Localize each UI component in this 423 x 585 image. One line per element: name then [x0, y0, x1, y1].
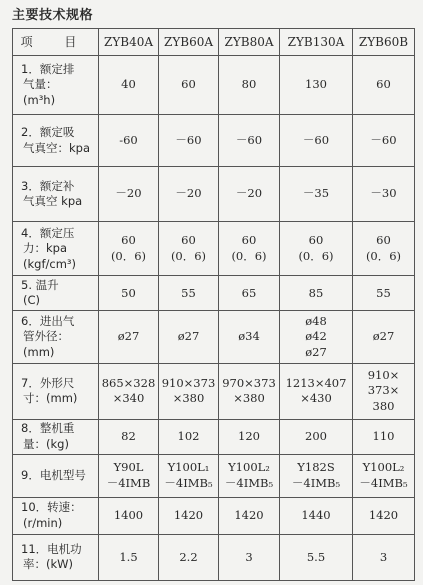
spec-value-cell — [280, 311, 353, 363]
spec-item-label — [13, 534, 99, 580]
value-line: 1400 — [113, 508, 144, 523]
value-line: Y100L₂ — [228, 460, 270, 475]
spec-value-cell — [99, 534, 159, 580]
header-model: ZYB60B — [353, 29, 415, 56]
value-line: 2.2 — [179, 549, 198, 564]
value-line: 910×373 — [161, 375, 216, 390]
value-line: 40 — [121, 77, 136, 92]
spec-row — [13, 276, 415, 311]
label-line: (kgf/cm³) — [23, 256, 76, 271]
spec-value-cell — [353, 534, 415, 580]
value-line: 1.5 — [119, 549, 138, 564]
spec-row — [13, 497, 415, 534]
value-line: －4IMB₅ — [224, 475, 274, 490]
value-line: －20 — [235, 186, 263, 201]
spec-value-cell — [280, 167, 353, 222]
spec-value-cell — [219, 222, 280, 276]
value-line: 55 — [181, 285, 196, 300]
label-line: (m³h) — [23, 92, 56, 107]
label-line: 量：(kg) — [23, 436, 69, 451]
spec-item-label — [13, 419, 99, 454]
spec-item-label — [13, 276, 99, 311]
value-line: 82 — [121, 428, 136, 443]
spec-value-cell — [219, 363, 280, 419]
value-line: －60 — [302, 132, 330, 147]
value-line: 910× — [367, 367, 400, 382]
value-line: －20 — [115, 186, 142, 201]
value-line: (0．6) — [298, 248, 334, 263]
value-line: (0．6) — [170, 248, 207, 263]
value-line: 130 — [305, 77, 327, 92]
value-line: ø42 — [305, 329, 327, 344]
spec-value-cell — [280, 222, 353, 276]
spec-value-cell — [280, 363, 353, 419]
value-line: 50 — [121, 285, 136, 300]
spec-value-cell — [353, 222, 415, 276]
spec-value-cell — [353, 497, 415, 534]
value-line: Y182S — [297, 460, 335, 475]
value-line: ×430 — [300, 391, 332, 406]
spec-item-label — [13, 497, 99, 534]
spec-value-cell — [280, 115, 353, 167]
spec-value-cell — [353, 115, 415, 167]
value-line: －4IMB₅ — [291, 475, 341, 490]
spec-row — [13, 56, 415, 115]
spec-value-cell — [280, 454, 353, 497]
label-line: 10．转速： — [21, 500, 82, 515]
label-line: 寸：(mm) — [23, 391, 78, 406]
value-line: 1420 — [368, 508, 399, 523]
value-line: 200 — [305, 428, 327, 443]
spec-value-cell — [159, 276, 219, 311]
value-line: 60 — [121, 233, 136, 248]
value-line: 380 — [372, 398, 395, 413]
spec-value-cell — [99, 497, 159, 534]
label-line: 2．额定吸 — [21, 125, 75, 140]
value-line: 1213×407 — [285, 375, 347, 390]
label-line: 9．电机型号 — [21, 467, 86, 482]
value-line: ø27 — [372, 329, 395, 344]
header-row — [13, 29, 415, 56]
spec-value-cell — [99, 419, 159, 454]
value-line: 110 — [372, 428, 395, 443]
label-line: 1．额定排 — [21, 61, 75, 76]
value-line: 60 — [241, 233, 257, 248]
spec-value-cell — [99, 276, 159, 311]
value-line: 60 — [181, 233, 196, 248]
spec-row — [13, 311, 415, 363]
spec-item-label — [13, 454, 99, 497]
value-line: 3 — [379, 549, 388, 564]
value-line: 865×328 — [101, 375, 156, 390]
value-line: Y90L — [113, 460, 144, 475]
spec-value-cell — [159, 534, 219, 580]
value-line: 60 — [376, 77, 391, 92]
value-line: 970×373 — [222, 375, 276, 390]
spec-value-cell — [219, 276, 280, 311]
spec-value-cell — [219, 419, 280, 454]
spec-row — [13, 115, 415, 167]
page-title: 主要技术规格 — [12, 8, 94, 23]
spec-value-cell — [219, 167, 280, 222]
spec-value-cell — [99, 222, 159, 276]
value-line: ø27 — [117, 329, 140, 344]
spec-value-cell — [280, 419, 353, 454]
spec-row — [13, 454, 415, 497]
value-line: 60 — [181, 77, 196, 92]
label-line: 4．额定压 — [21, 225, 75, 240]
spec-value-cell — [353, 167, 415, 222]
label-line: (mm) — [23, 344, 55, 359]
spec-row — [13, 419, 415, 454]
value-line: 55 — [376, 285, 391, 300]
value-line: (0．6) — [110, 248, 147, 263]
spec-table — [12, 28, 415, 581]
spec-value-cell — [219, 497, 280, 534]
spec-value-cell — [159, 363, 219, 419]
label-line: 6．进出气 — [21, 313, 75, 328]
label-line: 率：(kW) — [23, 557, 74, 572]
value-line: 5.5 — [306, 549, 326, 564]
spec-item-label — [13, 167, 99, 222]
value-line: －4IMB — [106, 475, 151, 490]
label-line: 11．电机功 — [21, 541, 82, 556]
spec-value-cell — [219, 311, 280, 363]
spec-value-cell — [280, 534, 353, 580]
spec-value-cell — [353, 56, 415, 115]
spec-item-label — [13, 311, 99, 363]
value-line: -60 — [119, 132, 138, 147]
spec-value-cell — [353, 363, 415, 419]
header-model: ZYB40A — [99, 29, 159, 56]
spec-value-cell — [99, 363, 159, 419]
spec-body — [13, 56, 415, 581]
spec-row — [13, 167, 415, 222]
spec-row — [13, 534, 415, 580]
spec-item-label — [13, 222, 99, 276]
spec-row — [13, 363, 415, 419]
value-line: 80 — [241, 77, 257, 92]
value-line: －35 — [302, 186, 330, 201]
value-line: Y100L₁ — [167, 460, 210, 475]
value-line: －30 — [370, 186, 397, 201]
value-line: －20 — [175, 186, 202, 201]
spec-value-cell — [159, 222, 219, 276]
header-model: ZYB130A — [280, 29, 353, 56]
spec-row — [13, 222, 415, 276]
spec-value-cell — [99, 167, 159, 222]
spec-value-cell — [219, 56, 280, 115]
value-line: 102 — [177, 428, 200, 443]
value-line: 60 — [308, 233, 324, 248]
label-line: 5. 温升 — [21, 277, 59, 292]
value-line: －4IMB₅ — [359, 475, 408, 490]
value-line: ×380 — [172, 391, 205, 406]
spec-item-label — [13, 363, 99, 419]
spec-value-cell — [99, 454, 159, 497]
value-line: －4IMB₅ — [164, 475, 213, 490]
spec-value-cell — [219, 115, 280, 167]
spec-value-cell — [280, 276, 353, 311]
spec-value-cell — [159, 419, 219, 454]
value-line: ø27 — [305, 344, 327, 359]
value-line: 373× — [367, 383, 400, 398]
value-line: －60 — [175, 132, 202, 147]
spec-item-label — [13, 115, 99, 167]
value-line: (0．6) — [231, 248, 267, 263]
label-line: 气真空：kpa — [23, 140, 91, 155]
value-line: ø34 — [238, 329, 260, 344]
value-line: 3 — [245, 549, 253, 564]
label-line: 3．额定补 — [21, 178, 75, 193]
spec-item-label — [13, 56, 99, 115]
value-line: ×380 — [233, 391, 265, 406]
spec-value-cell — [280, 56, 353, 115]
label-line: 气真空 kpa — [23, 194, 83, 209]
header-model: ZYB80A — [219, 29, 280, 56]
value-line: ø27 — [177, 329, 200, 344]
header-item: 项 目 — [13, 29, 99, 56]
spec-value-cell — [159, 56, 219, 115]
spec-value-cell — [99, 115, 159, 167]
value-line: 120 — [238, 428, 260, 443]
spec-value-cell — [159, 115, 219, 167]
value-line: 85 — [308, 285, 324, 300]
spec-value-cell — [353, 276, 415, 311]
spec-value-cell — [280, 497, 353, 534]
value-line: 60 — [376, 233, 391, 248]
value-line: 65 — [241, 285, 257, 300]
label-line: (C) — [23, 293, 41, 308]
spec-value-cell — [219, 454, 280, 497]
value-line: (0．6) — [365, 248, 402, 263]
spec-value-cell — [159, 454, 219, 497]
spec-value-cell — [353, 454, 415, 497]
label-line: 力：kpa — [23, 241, 68, 256]
label-line: 7．外形尺 — [21, 375, 75, 390]
label-line: 管外径： — [23, 329, 69, 344]
spec-value-cell — [159, 311, 219, 363]
value-line: ø48 — [305, 313, 327, 328]
spec-value-cell — [99, 56, 159, 115]
spec-value-cell — [99, 311, 159, 363]
spec-value-cell — [159, 167, 219, 222]
value-line: 1420 — [234, 508, 264, 523]
header-model: ZYB60A — [159, 29, 219, 56]
value-line: －60 — [235, 132, 263, 147]
value-line: 1440 — [301, 508, 331, 523]
label-line: 8．整机重 — [21, 421, 75, 436]
spec-value-cell — [159, 497, 219, 534]
spec-value-cell — [219, 534, 280, 580]
value-line: －60 — [370, 132, 397, 147]
label-line: (r/min) — [23, 515, 63, 530]
value-line: 1420 — [173, 508, 204, 523]
spec-value-cell — [353, 419, 415, 454]
value-line: Y100L₂ — [362, 460, 405, 475]
value-line: ×340 — [112, 391, 145, 406]
label-line: 气量： — [23, 77, 58, 92]
spec-value-cell — [353, 311, 415, 363]
